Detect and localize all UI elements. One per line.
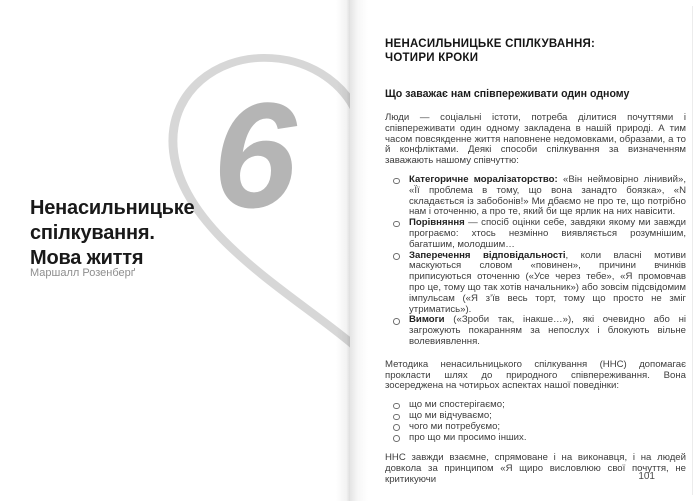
barrier-text: — спосіб оцінки себе, завдяки якому ми завжди програємо: хтось незмінно виявляється розумнішим, багатшим, молодшим… (409, 217, 686, 250)
aspects-list (385, 400, 686, 443)
paragraph-intro: Люди — соціальні істоти, потреба ділитися почуттями і співпереживати один одному закладена в нашій природі. А тим часом повсякденне життя наповнене недомовками, образами, а то й конфліктами. Деякі способи спілкування за визначенням заважають нашому співчуттю: (385, 112, 686, 167)
aspect-text: чого ми потребуємо; (409, 420, 501, 432)
chapter-heading-line: НЕНАСИЛЬНИЦЬКЕ СПІЛКУВАННЯ: (385, 38, 596, 50)
chapter-heading (385, 38, 686, 65)
paragraph-method: Методика ненасильницького спілкування (ННС) допомагає прокласти шлях до природного співпереживання. Вона зосереджена на чотирьох аспектах нашої поведінки: (385, 358, 686, 392)
book-title-line: Ненасильницьке (30, 197, 195, 219)
paragraph-closing: ННС завжди взаємне, спрямоване і на виконавця, і на людей довкола за принципом «Я щиро висловлюю свої почуття, не критикуючи (385, 452, 686, 485)
barrier-text: «Він неймовірно лінивий», «Її проблема в тому, що вона занадто боязка», «N складається із забобонів!» Ми дбаємо не про те, що потрібно нам і оточенню, а про те, який би ще ярлик на них навісити. (409, 173, 686, 218)
barrier-term: Заперечення відповідальності (409, 249, 566, 261)
list-item (385, 218, 686, 250)
section-heading: Що заважає нам співпереживати один одному (385, 88, 630, 100)
aspect-text: про що ми просимо інших. (409, 431, 527, 443)
list-item (385, 315, 686, 347)
list-item (385, 433, 686, 444)
aspect-text: що ми відчуваємо; (409, 409, 492, 421)
aspect-text: що ми спостерігаємо; (409, 399, 505, 411)
page-number: 101 (638, 471, 655, 482)
book-author: Маршалл Розенберґ (30, 267, 136, 279)
barrier-text: («Зроби так, інакше…»), які очевидно або ні загрожують покаранням за непослух і блокують вільне волевиявлення. (409, 314, 686, 347)
barriers-list (385, 175, 686, 348)
book-title-line: Мова життя (30, 247, 144, 269)
right-page (350, 0, 700, 501)
barrier-term: Категоричне моралізаторство: (409, 173, 558, 185)
chapter-heading-line: ЧОТИРИ КРОКИ (385, 51, 479, 64)
book-title-line: спілкування. (30, 222, 155, 244)
chapter-number: 6 (213, 71, 295, 239)
barrier-term: Вимоги (409, 314, 445, 326)
barrier-text: , коли власні мотиви маскуються словом «повинен», причини вчинків приписуються оточенню («Усе через тебе», «Я промовчав про це, тому що так хотів начальник») або зовсім підсвідомим імпульсам («Я з’їв весь торт, тому що просто не зміг утриматись»). (409, 249, 686, 315)
list-item (385, 251, 686, 316)
right-page-content (385, 38, 686, 486)
list-item (385, 175, 686, 218)
barrier-term: Порівняння (409, 217, 465, 229)
book-title (30, 196, 195, 271)
